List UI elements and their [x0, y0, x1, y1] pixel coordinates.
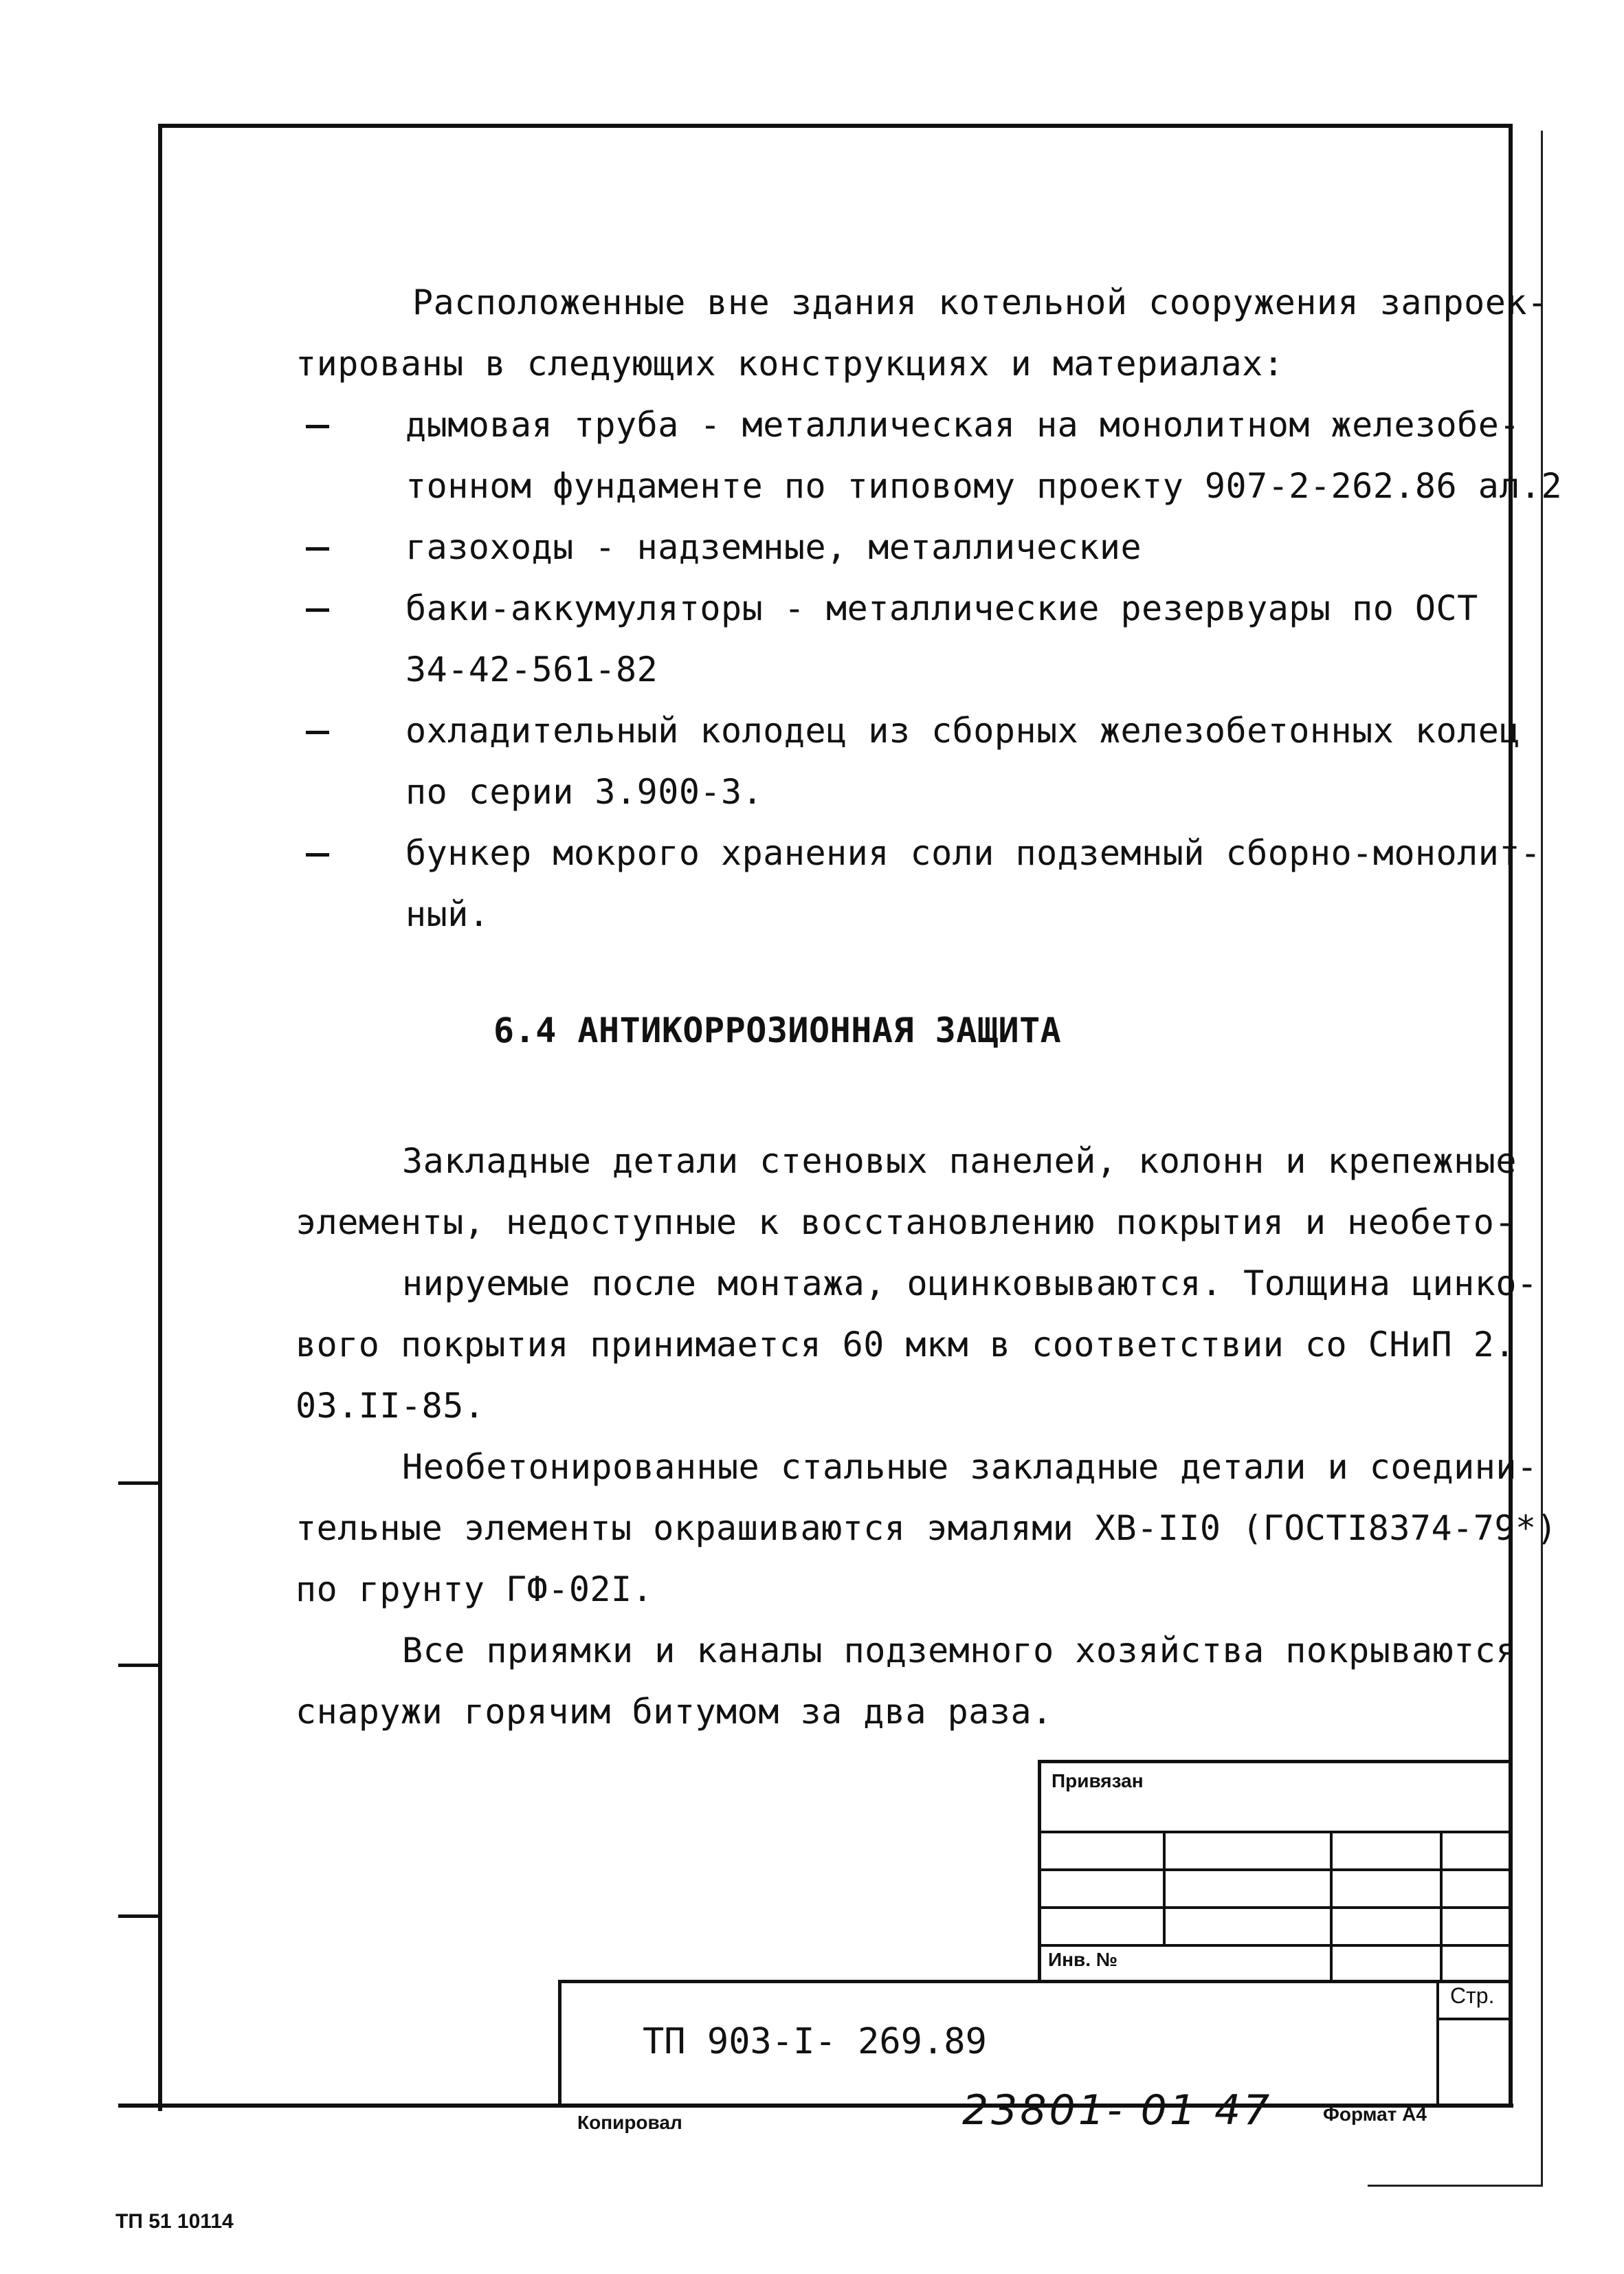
- paragraph-line: Все приямки и каналы подземного хозяйства покрываются: [402, 1631, 1517, 1670]
- list-item-line: охладительный колодец из сборных железобетонных колец: [405, 711, 1520, 751]
- section-heading: 6.4 АНТИКОРРОЗИОННАЯ ЗАЩИТА: [493, 1011, 1062, 1050]
- list-item-line: тонном фундаменте по типовому проекту 907-2-262.86 ал.2: [405, 466, 1563, 506]
- stamp-row-line: [1436, 2018, 1513, 2020]
- list-item-line: баки-аккумуляторы - металлические резервуары по ОСТ: [405, 588, 1478, 628]
- paragraph-line: тельные элементы окрашиваются эмалями ХВ-II0 (ГОСТI8374-79*): [296, 1508, 1558, 1548]
- paragraph-line: 03.II-85.: [296, 1386, 485, 1426]
- list-item-line: 34-42-561-82: [405, 650, 658, 689]
- list-bullet: [306, 853, 329, 857]
- paragraph-line: по грунту ГФ-02I.: [296, 1569, 654, 1609]
- paragraph-line: Закладные детали стеновых панелей, колонн и крепежные: [402, 1141, 1517, 1181]
- stamp-col-line: [1163, 1831, 1166, 1944]
- document-code: ТП 903-I- 269.89: [643, 2021, 987, 2062]
- frame-outer-bottom-border: [1368, 2185, 1543, 2187]
- paragraph-line: нируемые после монтажа, оцинковываются. Толщина цинко-: [402, 1263, 1538, 1303]
- margin-tick: [118, 1914, 159, 1918]
- list-bullet: [306, 425, 329, 428]
- copied-by-label: Копировал: [577, 2112, 682, 2133]
- stamp-col-line: [1330, 1831, 1333, 1982]
- paragraph-line: снаружи горячим битумом за два раза.: [296, 1692, 1053, 1732]
- list-item-line: газоходы - надземные, металлические: [405, 527, 1142, 567]
- paragraph-line: вого покрытия принимается 60 мкм в соответствии со СНиП 2.: [296, 1325, 1515, 1365]
- stamp-col-line: [1440, 1831, 1443, 1982]
- body-line: Расположенные вне здания котельной сооружения запроек-: [412, 283, 1548, 322]
- list-item-line: бункер мокрого хранения соли подземный сборно-монолит-: [405, 833, 1542, 873]
- stamp-privyazan-label: Привязан: [1052, 1770, 1144, 1791]
- page-label: Стр.: [1450, 1983, 1495, 2008]
- list-item-line: ный.: [405, 894, 490, 934]
- list-bullet: [306, 731, 329, 734]
- list-item-line: по серии 3.900-3.: [405, 772, 764, 812]
- margin-tick: [118, 1664, 159, 1667]
- stamp-inv-label: Инв. №: [1048, 1949, 1118, 1970]
- margin-tick: [118, 1481, 159, 1485]
- frame-outer-right-border: [1541, 131, 1543, 2186]
- body-line: тированы в следующих конструкциях и материалах:: [296, 344, 1284, 384]
- handwritten-number: 23801- 01 47: [962, 2086, 1273, 2134]
- format-label: Формат А4: [1323, 2104, 1427, 2125]
- corner-code: ТП 51 10114: [115, 2210, 234, 2233]
- stamp-col-line: [1436, 1980, 1439, 2108]
- paragraph-line: элементы, недоступные к восстановлению покрытия и необето-: [296, 1202, 1515, 1242]
- list-item-line: дымовая труба - металлическая на монолитном железобе-: [405, 405, 1520, 445]
- paragraph-line: Необетонированные стальные закладные детали и соедини-: [402, 1447, 1538, 1487]
- list-bullet: [306, 608, 329, 612]
- list-bullet: [306, 547, 329, 551]
